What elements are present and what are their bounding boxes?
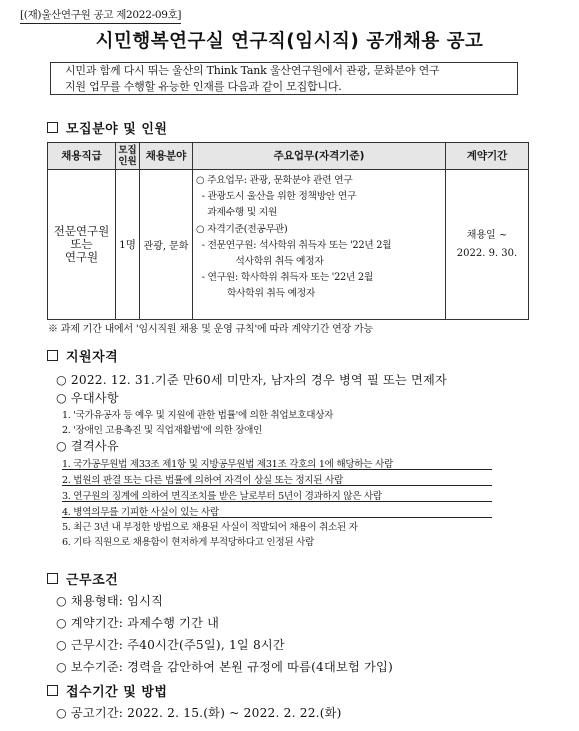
page-title: 시민행복연구실 연구직(임시직) 공개채용 공고: [95, 31, 484, 52]
header-count-line2: 인원: [118, 156, 137, 167]
duty-line: - 관광도시 울산을 위한 정책방안 연구: [196, 191, 357, 203]
disqualification-title: ○ 결격사유: [56, 439, 119, 453]
recruit-table: [47, 142, 529, 320]
position-line3: 연구원: [64, 250, 99, 264]
position-line1: 전문연구원: [53, 224, 110, 238]
condition-item: ○ 근무시간: 주40시간(주5일), 1일 8시간: [56, 638, 285, 652]
section-recruit-heading: [47, 118, 167, 137]
section-application-heading: [47, 681, 167, 700]
checkbox-square-icon: [47, 122, 58, 133]
disqualification-item: 5. 최근 3년 내 부정한 방법으로 채용된 사실이 적발되어 채용이 취소된 자: [62, 522, 358, 533]
cell-position: [48, 170, 116, 320]
checkbox-square-icon: [47, 350, 58, 361]
divider: [62, 469, 492, 470]
header-duties: 주요업무(자격기준): [193, 143, 446, 170]
intro-line-2: 지원 업무를 수행할 유능한 인재를 다음과 같이 모집합니다.: [65, 80, 342, 93]
section-conditions-heading: [47, 569, 118, 588]
disqualification-item: 1. 국가공무원법 제33조 제1항 및 지방공무원법 제31조 각호의 1에 해당하는 사람: [62, 459, 393, 470]
preference-item: 2. '장애인 고용촉진 및 직업재활법'에 의한 장애인: [62, 425, 263, 436]
duty-line: 과제수행 및 지원: [196, 207, 278, 219]
disqualification-item: 6. 기타 직원으로 채용함이 현저하게 부적당하다고 인정된 사람: [62, 537, 314, 548]
header-count: [116, 143, 140, 170]
duty-line: 석사학위 취득 예정자: [196, 256, 324, 268]
section-qualification-heading: [47, 346, 118, 365]
duty-line: ○ 자격기준(전공무관): [196, 223, 288, 235]
cell-field: 관광, 문화: [140, 170, 193, 320]
contract-footnote: ※ 과제 기간 내에서 '임시직원 채용 및 운영 규칙'에 따라 계약기간 연장 가능: [48, 324, 373, 335]
section-conditions-title: 근무조건: [66, 573, 119, 588]
intro-line-1: 시민과 함께 다시 뛰는 울산의 Think Tank 울산연구원에서 관광, 문화분야 연구: [65, 64, 440, 77]
cell-count: 1명: [116, 170, 140, 320]
header-count-line1: 모집: [118, 145, 137, 156]
disqualification-item: 2. 법원의 판결 또는 다른 법률에 의하여 자격이 상실 또는 정지된 사람: [62, 475, 343, 486]
divider: [62, 485, 492, 486]
cell-period: [446, 170, 529, 320]
header-period: 계약기간: [446, 143, 529, 170]
section-recruit-title: 모집분야 및 인원: [66, 122, 168, 137]
cell-duties: [193, 170, 446, 320]
qualification-main: ○ 2022. 12. 31.기준 만60세 미만자, 남자의 경우 병역 필 또는 면제자: [56, 373, 447, 387]
divider: [62, 501, 492, 502]
condition-item: ○ 계약기간: 과제수행 기간 내: [56, 616, 220, 630]
preference-item: 1. '국가유공자 등 예우 및 지원에 관한 법률'에 의한 취업보호대상자: [62, 410, 334, 421]
checkbox-square-icon: [47, 685, 58, 696]
disqualification-item: 3. 연구원의 징계에 의하여 면직조치를 받은 날로부터 5년이 경과하지 않은 사람: [62, 491, 382, 502]
checkbox-square-icon: [47, 573, 58, 584]
intro-box: [50, 62, 518, 95]
disqualification-item: 4. 병역의무를 기피한 사실이 있는 사람: [62, 507, 219, 518]
divider: [62, 517, 492, 518]
table-row: [48, 170, 529, 320]
duty-line: 학사학위 취득 예정자: [196, 288, 316, 300]
table-header-row: [48, 143, 529, 170]
notice-number: [(재)울산연구원 공고 제2022-09호]: [20, 7, 181, 24]
condition-item: ○ 채용형태: 임시직: [56, 594, 164, 608]
period-line2: 2022. 9. 30.: [456, 247, 518, 259]
section-qualification-title: 지원자격: [66, 350, 119, 365]
section-application-title: 접수기간 및 방법: [66, 685, 168, 700]
application-period: ○ 공고기간: 2022. 2. 15.(화) ~ 2022. 2. 22.(화): [56, 706, 342, 720]
preference-title: ○ 우대사항: [56, 391, 119, 405]
header-position: 채용직급: [48, 143, 116, 170]
duty-line: - 연구원: 학사학위 취득자 또는 '22년 2월: [196, 272, 374, 284]
duty-line: ○ 주요업무: 관광, 문화분야 관련 연구: [196, 175, 353, 186]
condition-item: ○ 보수기준: 경력을 감안하여 본원 규정에 따름(4대보험 가입): [56, 660, 393, 674]
period-line1: 채용일 ~: [466, 229, 508, 241]
duty-line: - 전문연구원: 석사학위 취득자 또는 '22년 2월: [196, 239, 392, 251]
header-field: 채용분야: [140, 143, 193, 170]
position-line2: 또는: [70, 237, 93, 251]
